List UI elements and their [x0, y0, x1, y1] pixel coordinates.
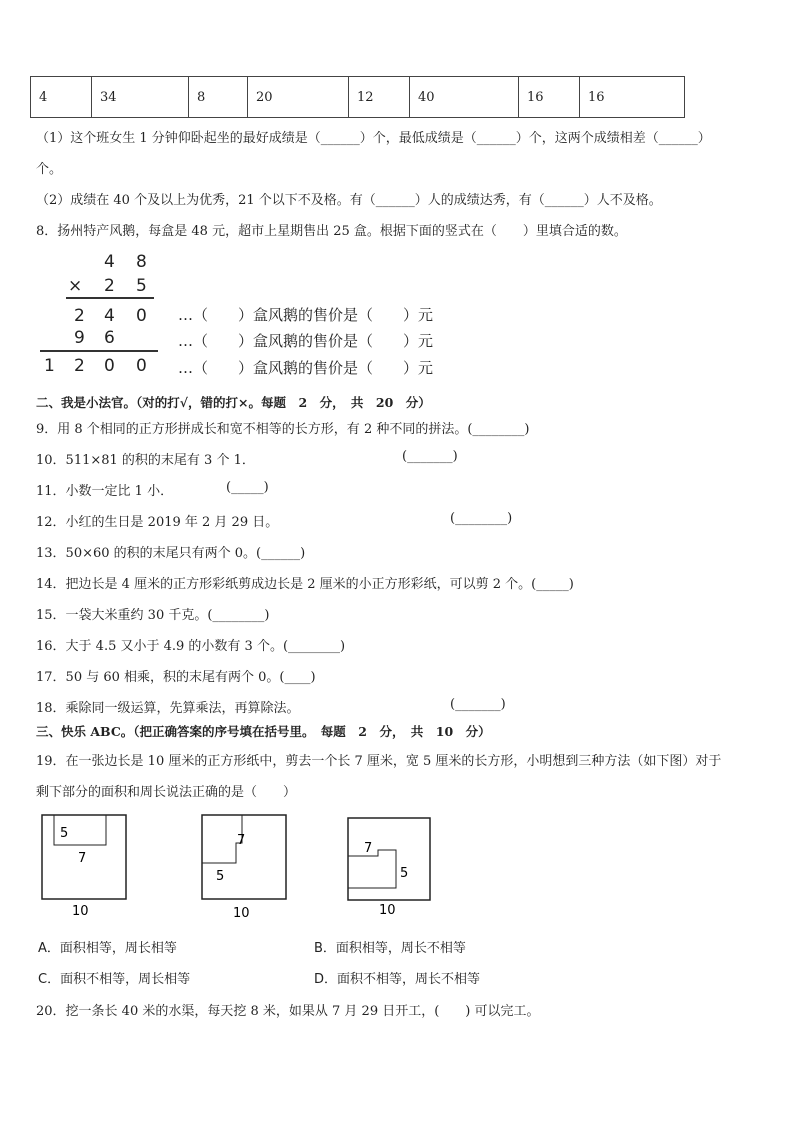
calc-digit: 8 — [136, 252, 147, 272]
question-8: 8．扬州特产风鹅，每盒是 48 元，超市上星期售出 25 盒。根据下面的竖式在（ ）里填合适的数。 — [36, 224, 627, 239]
calc-digit: 1 — [44, 356, 55, 376]
question-14: 14．把边长是 4 厘米的正方形彩纸剪成边长是 2 厘米的小正方形彩纸，可以剪 2 个。(_____) — [36, 577, 574, 592]
table-cell: 4 — [31, 77, 92, 118]
figure-3-label-length: 7 — [364, 841, 373, 856]
figure-1-label-length: 7 — [78, 851, 87, 866]
calc-digit: 2 — [74, 306, 85, 326]
calc-digit: 6 — [104, 328, 115, 348]
option-b[interactable]: B．面积相等，周长不相等 — [314, 941, 466, 956]
calc-times: × — [68, 276, 83, 296]
table-cell: 40 — [410, 77, 519, 118]
calc-digit: 4 — [104, 252, 115, 272]
question-11: 11．小数一定比 1 小． — [36, 484, 174, 499]
question-20: 20．挖一条长 40 米的水渠，每天挖 8 米，如果从 7 月 29 日开工，( ) 可以完工。 — [36, 1004, 540, 1019]
figure-3-label-side: 10 — [379, 903, 396, 918]
table-cell: 20 — [248, 77, 349, 118]
question-15: 15．一袋大米重约 30 千克。(________) — [36, 608, 270, 623]
section-2-heading: 二、我是小法官。（对的打√，错的打×。每题 2 分， 共 20 分） — [36, 395, 431, 410]
figure-1-label-side: 10 — [72, 904, 89, 919]
table-cell: 34 — [92, 77, 189, 118]
calc-digit: 0 — [136, 306, 147, 326]
question-7-2: （2）成绩在 40 个及以上为优秀，21 个以下不及格。有（______）人的成绩达秀，有（______）人不及格。 — [36, 193, 662, 208]
question-10: 10．511×81 的积的末尾有 3 个 1． — [36, 453, 255, 468]
answer-blank[interactable]: (_______) — [402, 449, 458, 464]
question-19-cont: 剩下部分的面积和周长说法正确的是（ ） — [36, 785, 297, 800]
calc-note: …（ ）盒风鹅的售价是（ ）元 — [178, 359, 434, 377]
figure-2-square — [202, 815, 286, 899]
calc-note: …（ ）盒风鹅的售价是（ ）元 — [178, 332, 434, 350]
calc-digit: 2 — [104, 276, 115, 296]
cut-rectangle-figures — [30, 810, 450, 925]
question-13: 13．50×60 的积的末尾只有两个 0。(______) — [36, 546, 306, 561]
figure-3-label-width: 5 — [400, 866, 409, 881]
calc-note: …（ ）盒风鹅的售价是（ ）元 — [178, 306, 434, 324]
figure-2-cutout — [202, 815, 242, 863]
table-cell: 16 — [580, 77, 685, 118]
table-cell: 8 — [189, 77, 248, 118]
calc-digit: 9 — [74, 328, 85, 348]
question-9: 9．用 8 个相同的正方形拼成长和宽不相等的长方形，有 2 种不同的拼法。(________) — [36, 422, 530, 437]
figure-2-label-side: 10 — [233, 906, 250, 921]
answer-blank[interactable]: (________) — [450, 511, 513, 526]
option-a[interactable]: A．面积相等，周长相等 — [38, 941, 177, 956]
figure-2-label-length: 7 — [237, 833, 246, 848]
figure-1-label-width: 5 — [60, 826, 69, 841]
vertical-multiplication — [40, 250, 170, 380]
question-16: 16．大于 4.5 又小于 4.9 的小数有 3 个。(________) — [36, 639, 346, 654]
question-18: 18．乘除同一级运算，先算乘法，再算除法。 — [36, 701, 300, 716]
table-cell: 12 — [349, 77, 410, 118]
answer-blank[interactable]: (_______) — [450, 697, 506, 712]
option-c[interactable]: C．面积不相等，周长相等 — [38, 972, 191, 987]
calc-digit: 5 — [136, 276, 147, 296]
calc-digit: 2 — [74, 356, 85, 376]
calc-rule — [66, 297, 154, 299]
score-table — [30, 76, 685, 118]
answer-blank[interactable]: (_____) — [226, 480, 269, 495]
question-12: 12．小红的生日是 2019 年 2 月 29 日。 — [36, 515, 279, 530]
section-3-heading: 三、快乐 ABC。（把正确答案的序号填在括号里。 每题 2 分， 共 10 分） — [36, 724, 491, 739]
question-7-1-cont: 个。 — [36, 162, 63, 177]
figure-2-label-width: 5 — [216, 869, 225, 884]
table-cell: 16 — [519, 77, 580, 118]
question-7-1: （1）这个班女生 1 分钟仰卧起坐的最好成绩是（______）个，最低成绩是（______）个，这两个成绩相差（______） — [36, 131, 711, 146]
calc-digit: 0 — [104, 356, 115, 376]
option-d[interactable]: D．面积不相等，周长不相等 — [314, 972, 481, 987]
question-17: 17．50 与 60 相乘，积的末尾有两个 0。(____) — [36, 670, 316, 685]
calc-digit: 4 — [104, 306, 115, 326]
question-19: 19．在一张边长是 10 厘米的正方形纸中，剪去一个长 7 厘米，宽 5 厘米的长方形，小明想到三种方法（如下图）对于 — [36, 754, 722, 769]
calc-rule — [40, 350, 158, 352]
calc-digit: 0 — [136, 356, 147, 376]
